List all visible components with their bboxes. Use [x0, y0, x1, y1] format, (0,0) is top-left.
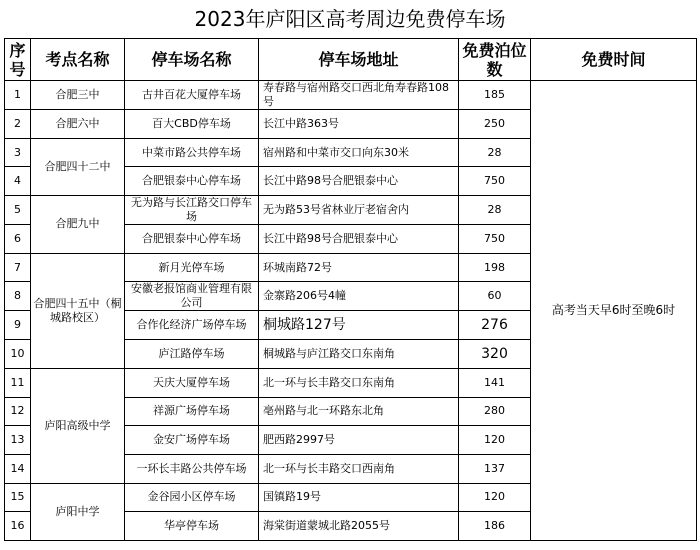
- free-spaces: 141: [459, 368, 531, 397]
- lot-name: 百大CBD停车场: [125, 110, 259, 139]
- lot-address: 北一环与长丰路交口西南角: [259, 454, 459, 483]
- row-seq: 11: [5, 368, 31, 397]
- row-seq: 8: [5, 282, 31, 311]
- free-spaces: 28: [459, 196, 531, 225]
- school-name: 合肥四十五中（桐城路校区）: [31, 253, 125, 368]
- page-title: 2023年庐阳区高考周边免费停车场: [194, 7, 506, 31]
- lot-address: 环城南路72号: [259, 253, 459, 282]
- school-name: 庐阳中学: [31, 483, 125, 540]
- row-seq: 2: [5, 110, 31, 139]
- lot-name: 一环长丰路公共停车场: [125, 454, 259, 483]
- lot-name: 祥源广场停车场: [125, 397, 259, 426]
- lot-address: 长江中路98号合肥银泰中心: [259, 167, 459, 196]
- lot-name: 古井百花大厦停车场: [125, 81, 259, 110]
- free-spaces: 280: [459, 397, 531, 426]
- free-spaces: 250: [459, 110, 531, 139]
- school-name: 合肥三中: [31, 81, 125, 110]
- free-spaces: 750: [459, 225, 531, 254]
- lot-address: 金寨路206号4幢: [259, 282, 459, 311]
- row-seq: 10: [5, 340, 31, 369]
- row-seq: 4: [5, 167, 31, 196]
- lot-name: 合作化经济广场停车场: [125, 311, 259, 340]
- table-row: [5, 81, 697, 110]
- lot-address: 桐城路与庐江路交口东南角: [259, 340, 459, 369]
- lot-address: 无为路53号省林业厅老宿舍内: [259, 196, 459, 225]
- header-row: [5, 39, 697, 81]
- free-spaces: 320: [459, 340, 531, 369]
- lot-name: 无为路与长江路交口停车场: [125, 196, 259, 225]
- school-name: 合肥六中: [31, 110, 125, 139]
- header-spaces: 免费泊位数: [459, 39, 531, 81]
- free-spaces: 198: [459, 253, 531, 282]
- lot-name: 中菜市路公共停车场: [125, 138, 259, 167]
- row-seq: 5: [5, 196, 31, 225]
- free-spaces: 276: [459, 311, 531, 340]
- free-time: 高考当天早6时至晚6时: [531, 81, 697, 541]
- lot-address: 宿州路和中菜市交口向东30米: [259, 138, 459, 167]
- free-spaces: 185: [459, 81, 531, 110]
- free-spaces: 28: [459, 138, 531, 167]
- lot-address: 肥西路2997号: [259, 426, 459, 455]
- free-spaces: 120: [459, 483, 531, 512]
- row-seq: 6: [5, 225, 31, 254]
- free-spaces: 137: [459, 454, 531, 483]
- lot-name: 华亭停车场: [125, 512, 259, 541]
- header-address: 停车场地址: [259, 39, 459, 81]
- lot-name: 安徽老报馆商业管理有限公司: [125, 282, 259, 311]
- row-seq: 3: [5, 138, 31, 167]
- lot-address: 桐城路127号: [259, 311, 459, 340]
- row-seq: 13: [5, 426, 31, 455]
- row-seq: 1: [5, 81, 31, 110]
- parking-table: [4, 38, 697, 541]
- school-name: 合肥四十二中: [31, 138, 125, 195]
- row-seq: 9: [5, 311, 31, 340]
- row-seq: 16: [5, 512, 31, 541]
- row-seq: 14: [5, 454, 31, 483]
- lot-address: 寿春路与宿州路交口西北角寿春路108号: [259, 81, 459, 110]
- school-name: 合肥九中: [31, 196, 125, 254]
- lot-name: 新月光停车场: [125, 253, 259, 282]
- free-spaces: 120: [459, 426, 531, 455]
- row-seq: 15: [5, 483, 31, 512]
- lot-name: 天庆大厦停车场: [125, 368, 259, 397]
- free-spaces: 750: [459, 167, 531, 196]
- row-seq: 12: [5, 397, 31, 426]
- header-free-time: 免费时间: [531, 39, 697, 81]
- header-lot-name: 停车场名称: [125, 39, 259, 81]
- lot-address: 国镇路19号: [259, 483, 459, 512]
- lot-address: 长江中路98号合肥银泰中心: [259, 225, 459, 254]
- free-spaces: 186: [459, 512, 531, 541]
- lot-name: 金安广场停车场: [125, 426, 259, 455]
- header-school: 考点名称: [31, 39, 125, 81]
- lot-address: 长江中路363号: [259, 110, 459, 139]
- header-seq: 序号: [5, 39, 31, 81]
- lot-address: 海棠街道蒙城北路2055号: [259, 512, 459, 541]
- row-seq: 7: [5, 253, 31, 282]
- school-name: 庐阳高级中学: [31, 368, 125, 483]
- lot-name: 金谷园小区停车场: [125, 483, 259, 512]
- free-spaces: 60: [459, 282, 531, 311]
- lot-address: 亳州路与北一环路东北角: [259, 397, 459, 426]
- lot-address: 北一环与长丰路交口东南角: [259, 368, 459, 397]
- lot-name: 庐江路停车场: [125, 340, 259, 369]
- lot-name: 合肥银泰中心停车场: [125, 225, 259, 254]
- lot-name: 合肥银泰中心停车场: [125, 167, 259, 196]
